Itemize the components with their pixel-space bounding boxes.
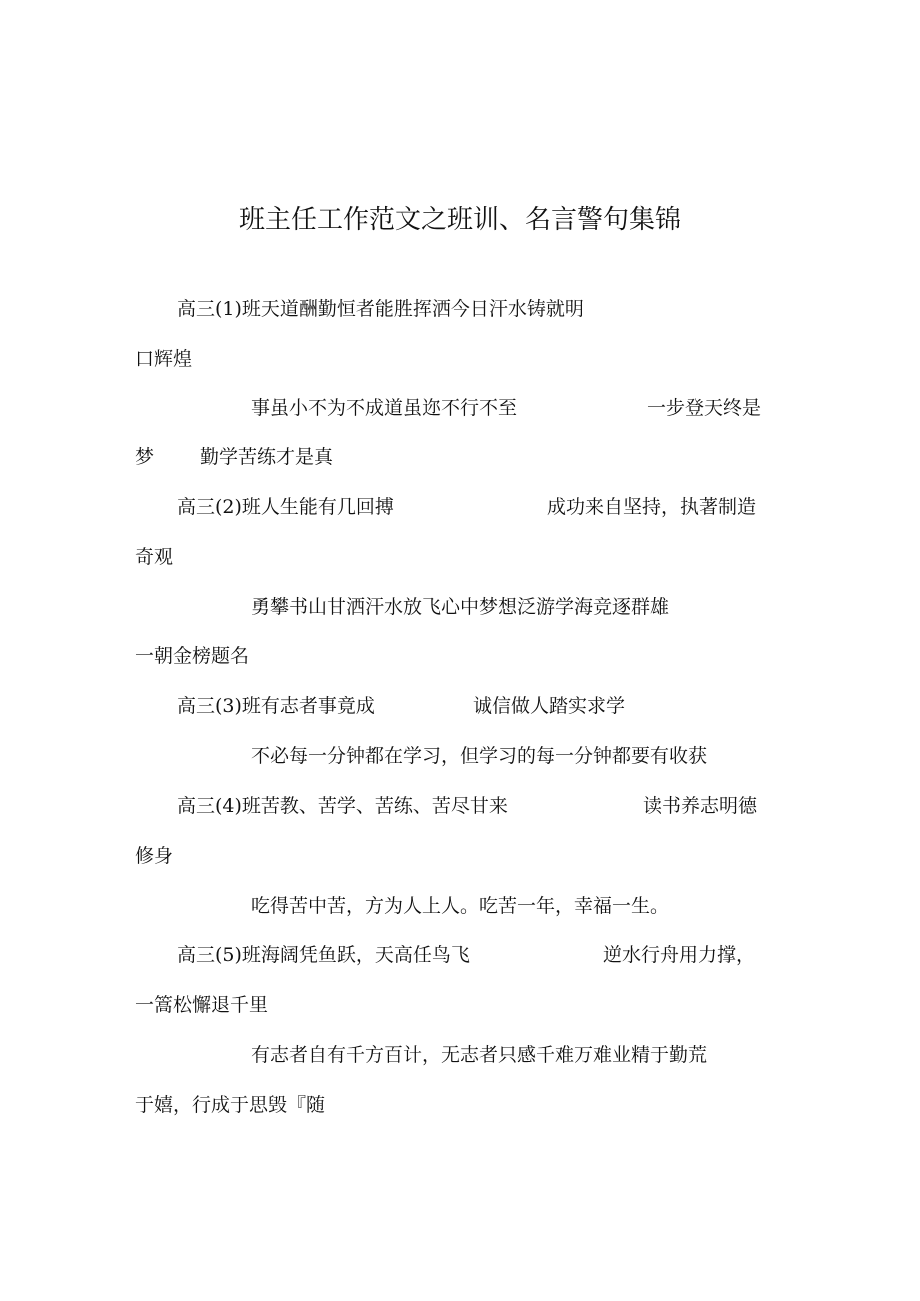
proverb-line-5: 吃得苦中苦，方为人上人。吃苦一年，幸福一生。 bbox=[251, 895, 670, 917]
proverb-line-2-right: 勤学苦练才是真 bbox=[200, 446, 334, 468]
class-4-motto-continuation: 修身 bbox=[135, 845, 174, 867]
class-5-motto-continuation: 一篙松懈退千里 bbox=[135, 994, 269, 1016]
class-1-motto-continuation: 口辉煌 bbox=[135, 348, 193, 370]
proverb-line-6: 有志者自有千方百计，无志者只感千难万难业精于勤荒 bbox=[251, 1044, 708, 1066]
document-title: 班主任工作范文之班训、名言警句集锦 bbox=[238, 205, 681, 235]
proverb-line-1-right: 一步登天终是 bbox=[647, 397, 762, 419]
proverb-line-1: 事虽小不为不成道虽迩不行不至 bbox=[251, 397, 518, 419]
class-3-motto-line: 高三(3)班有志者事竟成 bbox=[177, 695, 375, 717]
class-5-motto-line: 高三(5)班海阔凭鱼跃，天高任鸟飞 bbox=[177, 944, 470, 966]
class-1-motto-line: 高三(1)班天道酬勤恒者能胜挥洒今日汗水铸就明 bbox=[177, 298, 584, 320]
class-2-motto-right: 成功来自坚持，执著制造 bbox=[547, 496, 757, 518]
proverb-line-3: 勇攀书山甘洒汗水放飞心中梦想泛游学海竞逐群雄 bbox=[251, 596, 670, 618]
class-3-motto-right: 诚信做人踏实求学 bbox=[473, 695, 626, 717]
class-4-motto-line: 高三(4)班苦教、苦学、苦练、苦尽甘来 bbox=[177, 795, 508, 817]
proverb-line-2-left: 梦 bbox=[135, 446, 155, 468]
class-2-motto-line: 高三(2)班人生能有几回搏 bbox=[177, 496, 394, 518]
proverb-line-6-continuation: 于嬉，行成于思毁『随 bbox=[135, 1094, 326, 1116]
proverb-line-4: 不必每一分钟都在学习，但学习的每一分钟都要有收获 bbox=[251, 745, 708, 767]
class-5-motto-right: 逆水行舟用力撑， bbox=[603, 944, 756, 966]
class-4-motto-right: 读书养志明德 bbox=[643, 795, 758, 817]
proverb-line-3-continuation: 一朝金榜题名 bbox=[135, 645, 250, 667]
class-2-motto-continuation: 奇观 bbox=[135, 546, 174, 568]
